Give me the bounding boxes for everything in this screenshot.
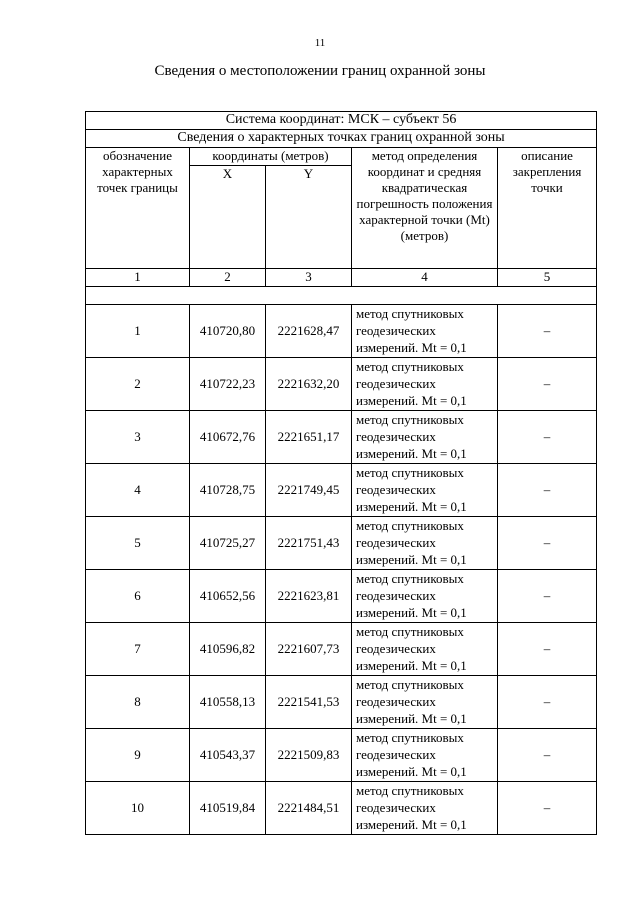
x-coordinate-cell: 410558,13: [190, 676, 266, 729]
method-cell: метод спутниковых геодезических измерений. Mt = 0,1: [352, 305, 498, 358]
table-row: [86, 464, 597, 517]
section-header: Сведения о характерных точках границ охранной зоны: [86, 130, 597, 148]
table-row: [86, 517, 597, 570]
method-cell: метод спутниковых геодезических измерений. Mt = 0,1: [352, 411, 498, 464]
point-number-cell: 9: [86, 729, 190, 782]
x-coordinate-cell: 410596,82: [190, 623, 266, 676]
point-number-cell: 4: [86, 464, 190, 517]
description-cell: –: [498, 411, 597, 464]
point-number-cell: 6: [86, 570, 190, 623]
y-coordinate-cell: 2221509,83: [266, 729, 352, 782]
header-x: X: [190, 166, 266, 269]
table-row: [86, 411, 597, 464]
header-method: метод определения координат и средняя квадратическая погрешность положения характерной точки (Mt) (метров): [352, 148, 498, 269]
y-coordinate-cell: 2221607,73: [266, 623, 352, 676]
description-cell: –: [498, 623, 597, 676]
table-row: [86, 729, 597, 782]
description-cell: –: [498, 517, 597, 570]
y-coordinate-cell: 2221632,20: [266, 358, 352, 411]
y-coordinate-cell: 2221484,51: [266, 782, 352, 835]
point-number-cell: 10: [86, 782, 190, 835]
header-y: Y: [266, 166, 352, 269]
description-cell: –: [498, 729, 597, 782]
column-number: 1: [86, 269, 190, 287]
x-coordinate-cell: 410519,84: [190, 782, 266, 835]
y-coordinate-cell: 2221751,43: [266, 517, 352, 570]
description-cell: –: [498, 570, 597, 623]
table-row: [86, 305, 597, 358]
y-coordinate-cell: 2221628,47: [266, 305, 352, 358]
blank-row: [86, 287, 597, 305]
method-cell: метод спутниковых геодезических измерений. Mt = 0,1: [352, 570, 498, 623]
page-title: Сведения о местоположении границ охранной зоны: [154, 63, 486, 79]
x-coordinate-cell: 410728,75: [190, 464, 266, 517]
point-number-cell: 5: [86, 517, 190, 570]
boundary-points-table: [85, 111, 597, 835]
x-coordinate-cell: 410672,76: [190, 411, 266, 464]
page-number: 11: [314, 37, 326, 49]
point-number-cell: 2: [86, 358, 190, 411]
column-number: 5: [498, 269, 597, 287]
method-cell: метод спутниковых геодезических измерений. Mt = 0,1: [352, 517, 498, 570]
y-coordinate-cell: 2221749,45: [266, 464, 352, 517]
method-cell: метод спутниковых геодезических измерений. Mt = 0,1: [352, 623, 498, 676]
description-cell: –: [498, 464, 597, 517]
method-cell: метод спутниковых геодезических измерений. Mt = 0,1: [352, 358, 498, 411]
column-number: 3: [266, 269, 352, 287]
y-coordinate-cell: 2221541,53: [266, 676, 352, 729]
header-description: описание закрепления точки: [498, 148, 597, 269]
column-numbers-row: [86, 269, 597, 287]
coordinate-system-header: Система координат: МСК – субъект 56: [86, 112, 597, 130]
description-cell: –: [498, 305, 597, 358]
x-coordinate-cell: 410725,27: [190, 517, 266, 570]
x-coordinate-cell: 410722,23: [190, 358, 266, 411]
header-coordinates: координаты (метров): [190, 148, 352, 166]
point-number-cell: 7: [86, 623, 190, 676]
column-number: 4: [352, 269, 498, 287]
table-row: [86, 782, 597, 835]
point-number-cell: 3: [86, 411, 190, 464]
x-coordinate-cell: 410652,56: [190, 570, 266, 623]
y-coordinate-cell: 2221623,81: [266, 570, 352, 623]
blank-cell: [86, 287, 597, 305]
header-point-designation: обозначение характерных точек границы: [86, 148, 190, 269]
point-number-cell: 1: [86, 305, 190, 358]
x-coordinate-cell: 410543,37: [190, 729, 266, 782]
description-cell: –: [498, 782, 597, 835]
method-cell: метод спутниковых геодезических измерений. Mt = 0,1: [352, 676, 498, 729]
y-coordinate-cell: 2221651,17: [266, 411, 352, 464]
description-cell: –: [498, 676, 597, 729]
method-cell: метод спутниковых геодезических измерений. Mt = 0,1: [352, 464, 498, 517]
table-row: [86, 623, 597, 676]
x-coordinate-cell: 410720,80: [190, 305, 266, 358]
point-number-cell: 8: [86, 676, 190, 729]
column-number: 2: [190, 269, 266, 287]
table-row: [86, 358, 597, 411]
method-cell: метод спутниковых геодезических измерений. Mt = 0,1: [352, 782, 498, 835]
table-row: [86, 570, 597, 623]
description-cell: –: [498, 358, 597, 411]
table-row: [86, 676, 597, 729]
method-cell: метод спутниковых геодезических измерений. Mt = 0,1: [352, 729, 498, 782]
